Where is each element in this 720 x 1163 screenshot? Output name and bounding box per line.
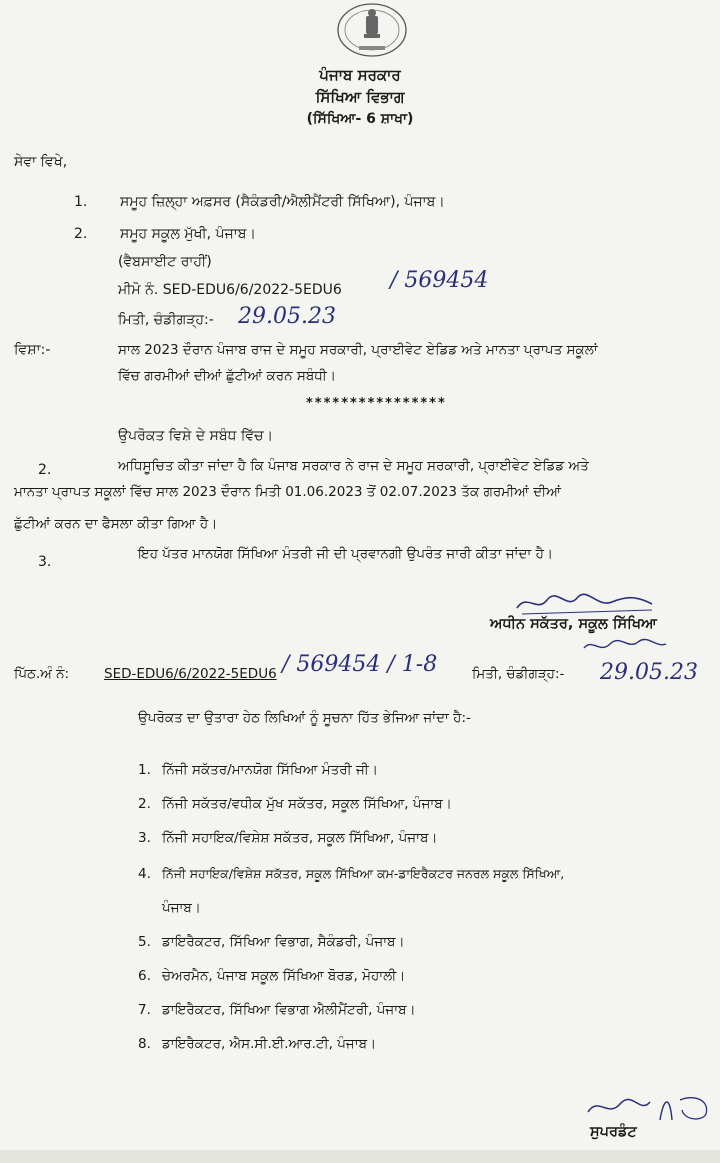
list-item-continuation: ਪੰਜਾਬ।: [162, 900, 201, 916]
list-item-number: 8.: [138, 1036, 151, 1052]
subject-line-1: ਸਾਲ 2023 ਦੌਰਾਨ ਪੰਜਾਬ ਰਾਜ ਦੇ ਸਮੂਹ ਸਰਕਾਰੀ, ਪ੍ਰਾਈਵੇਟ ਏਡਿਡ ਅਤੇ ਮਾਨਤਾ ਪ੍ਰਾਪਤ ਸਕੂਲਾਂ: [118, 342, 598, 358]
department-title: ਸਿੱਖਿਆ ਵਿਭਾਗ: [315, 88, 405, 106]
signature-1-initials: [580, 634, 670, 656]
via-website: (ਵੈਬਸਾਈਟ ਰਾਹੀਂ): [118, 254, 212, 270]
recipient-text: ਸਮੂਹ ਜ਼ਿਲ੍ਹਾ ਅਫ਼ਸਰ (ਸੈਕੰਡਰੀ/ਐਲੀਮੈਂਟਰੀ ਸਿੱਖਿਆ), ਪੰਜਾਬ।: [120, 194, 445, 210]
paragraph-2-line-1: ਅਧਿਸੂਚਿਤ ਕੀਤਾ ਜਾਂਦਾ ਹੈ ਕਿ ਪੰਜਾਬ ਸਰਕਾਰ ਨੇ ਰਾਜ ਦੇ ਸਮੂਹ ਸਰਕਾਰੀ, ਪ੍ਰਾਈਵੇਟ ਏਡਿਡ ਅਤੇ: [118, 458, 589, 474]
list-item: ਚੇਅਰਮੈਨ, ਪੰਜਾਬ ਸਕੂਲ ਸਿੱਖਿਆ ਬੋਰਡ, ਮੋਹਾਲੀ।: [162, 968, 406, 984]
list-item: ਨਿੱਜੀ ਸਕੱਤਰ/ਵਧੀਕ ਮੁੱਖ ਸਕੱਤਰ, ਸਕੂਲ ਸਿੱਖਿਆ, ਪੰਜਾਬ।: [162, 796, 452, 812]
list-item-number: 6.: [138, 968, 151, 984]
government-title: ਪੰਜਾਬ ਸਰਕਾਰ: [319, 66, 401, 84]
paragraph-number: 3.: [38, 554, 52, 570]
list-item-number: 4.: [138, 866, 151, 882]
signature-2-handwritten: [584, 1090, 714, 1126]
recipient-number: 2.: [74, 226, 88, 242]
endorsement-label: ਪਿੱਠ.ਅੰ ਨੰ:: [14, 666, 70, 682]
government-emblem-seal: [333, 2, 411, 62]
list-item-number: 5.: [138, 934, 151, 950]
list-item-number: 1.: [138, 762, 151, 778]
branch-title: (ਸਿੱਖਿਆ- 6 ਸ਼ਾਖਾ): [306, 111, 414, 127]
subject-label: ਵਿਸ਼ਾ:-: [14, 342, 51, 358]
list-item: ਡਾਇਰੈਕਟਰ, ਸਿੱਖਿਆ ਵਿਭਾਗ, ਸੈਕੰਡਰੀ, ਪੰਜਾਬ।: [162, 934, 405, 950]
list-item: ਨਿੱਜੀ ਸਹਾਇਕ/ਵਿਸ਼ੇਸ਼ ਸਕੱਤਰ, ਸਕੂਲ ਸਿੱਖਿਆ, ਪੰਜਾਬ।: [162, 830, 438, 846]
endorsement-date-label: ਮਿਤੀ, ਚੰਡੀਗੜ੍ਹ:-: [472, 666, 565, 682]
superintendent-title: ਸੁਪਰਡੰਟ: [590, 1124, 637, 1140]
paragraph-2-line-3: ਛੁੱਟੀਆਂ ਕਰਨ ਦਾ ਫੈਸਲਾ ਕੀਤਾ ਗਿਆ ਹੈ।: [14, 516, 218, 532]
list-item: ਨਿੱਜੀ ਸਹਾਇਕ/ਵਿਸ਼ੇਸ਼ ਸਕੱਤਰ, ਸਕੂਲ ਸਿੱਖਿਆ ਕਮ-ਡਾਇਰੈਕਟਰ ਜਨਰਲ ਸਕੂਲ ਸਿੱਖਿਆ,: [162, 866, 565, 881]
endorsement-date-handwritten: 29.05.23: [600, 660, 698, 685]
paragraph-2-line-2: ਮਾਨਤਾ ਪ੍ਰਾਪਤ ਸਕੂਲਾਂ ਵਿੱਚ ਸਾਲ 2023 ਦੌਰਾਨ ਮਿਤੀ 01.06.2023 ਤੋਂ 02.07.2023 ਤੱਕ ਗਰਮੀਆਂ ਦੀਆਂ: [14, 484, 561, 500]
memo-date-label: ਮਿਤੀ, ਚੰਡੀਗੜ੍ਹ:-: [118, 312, 214, 328]
memo-date-handwritten: 29.05.23: [238, 304, 336, 329]
list-item-number: 3.: [138, 830, 151, 846]
address-intro: ਸੇਵਾ ਵਿਖੇ,: [14, 154, 68, 170]
signature-1-handwritten: [512, 588, 662, 618]
endorsement-intro: ਉਪਰੋਕਤ ਦਾ ਉਤਾਰਾ ਹੇਠ ਲਿਖਿਆਂ ਨੂੰ ਸੂਚਨਾ ਹਿੱਤ ਭੇਜਿਆ ਜਾਂਦਾ ਹੈ:-: [138, 710, 471, 726]
memo-label: ਮੀਮੋ ਨੰ. SED-EDU6/6/2022-5EDU6: [118, 282, 342, 298]
paragraph-number: 2.: [38, 462, 52, 478]
list-item: ਡਾਇਰੈਕਟਰ, ਐਸ.ਸੀ.ਈ.ਆਰ.ਟੀ, ਪੰਜਾਬ।: [162, 1036, 377, 1052]
signatory-title: ਅਧੀਨ ਸਕੱਤਰ, ਸਕੂਲ ਸਿੱਖਿਆ: [490, 616, 657, 632]
recipient-number: 1.: [74, 194, 88, 210]
paragraph-3: ਇਹ ਪੱਤਰ ਮਾਨਯੋਗ ਸਿੱਖਿਆ ਮੰਤਰੀ ਜੀ ਦੀ ਪ੍ਰਵਾਨਗੀ ਉਪਰੰਤ ਜਾਰੀ ਕੀਤਾ ਜਾਂਦਾ ਹੈ।: [138, 546, 553, 562]
memo-number-handwritten: / 569454: [390, 268, 489, 293]
separator: ****************: [306, 396, 447, 411]
recipient-text: ਸਮੂਹ ਸਕੂਲ ਮੁੱਖੀ, ਪੰਜਾਬ।: [120, 226, 256, 242]
list-item-number: 7.: [138, 1002, 151, 1018]
list-item: ਨਿੱਜੀ ਸਕੱਤਰ/ਮਾਨਯੋਗ ਸਿੱਖਿਆ ਮੰਤਰੀ ਜੀ।: [162, 762, 378, 778]
endorsement-number-handwritten: / 569454 / 1-8: [282, 652, 438, 677]
subject-line-2: ਵਿੱਚ ਗਰਮੀਆਂ ਦੀਆਂ ਛੁੱਟੀਆਂ ਕਰਨ ਸਬੰਧੀ।: [118, 368, 336, 384]
list-item: ਡਾਇਰੈਕਟਰ, ਸਿੱਖਿਆ ਵਿਭਾਗ ਐਲੀਮੈਂਟਰੀ, ਪੰਜਾਬ।: [162, 1002, 416, 1018]
list-item-number: 2.: [138, 796, 151, 812]
page-bottom-edge: [0, 1150, 720, 1163]
reference-line: ਉਪਰੋਕਤ ਵਿਸ਼ੇ ਦੇ ਸਬੰਧ ਵਿੱਚ।: [118, 428, 274, 444]
endorsement-reference: SED-EDU6/6/2022-5EDU6: [104, 666, 277, 682]
